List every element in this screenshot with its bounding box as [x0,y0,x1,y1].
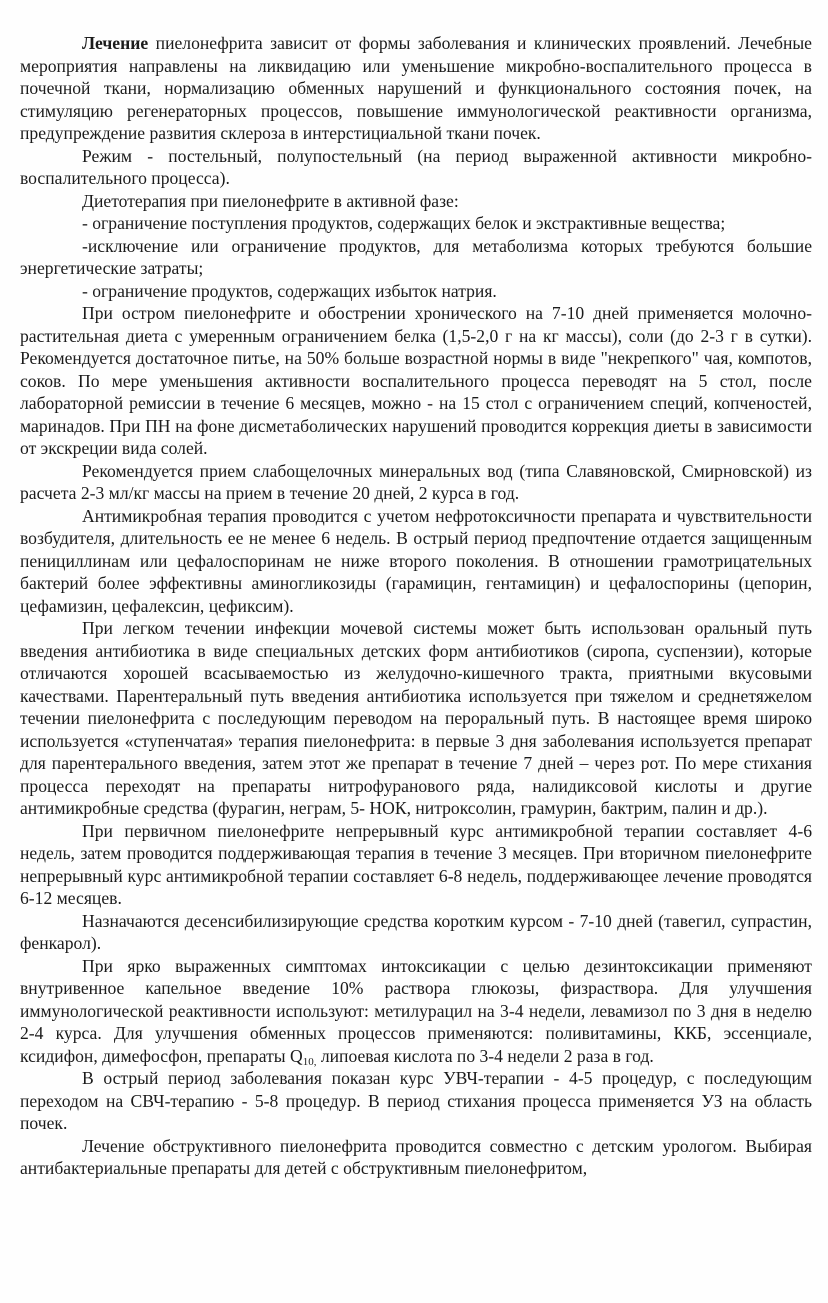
paragraph-text: При ярко выраженных симптомах интоксикации с целью дезинтоксикации применяют внутривенное капельное введение 10% раствора глюкозы, физраствора. Для улучшения иммунологической реактивности используют: метилурацил на 3-4 недели, левамизол по 3 дня в неделю 2-4 курса. Для улучшения обменных процессов применяются: поливитамины, ККБ, эссенциале, ксидифон, димефосфон, препараты Q [20,955,812,1066]
paragraph-text: липоевая кислота по 3-4 недели 2 раза в год. [316,1045,654,1066]
paragraph-diet-heading: Диетотерапия при пиелонефрите в активной фазе: [82,190,459,211]
paragraph-mineral-water: Рекомендуется прием слабощелочных минеральных вод (типа Славяновской, Смирновской) из расчета 2-3 мл/кг массы на прием в течение 20 дней, 2 курса в год. [20,460,812,503]
paragraph-regimen: Режим - постельный, полупостельный (на период выраженной активности микробно-воспалительного процесса). [20,145,812,188]
paragraph-antimicrobial: Антимикробная терапия проводится с учетом нефротоксичности препарата и чувствительности возбудителя, длительность ее не менее 6 недель. В острый период предпочтение отдается защищенным пенициллинам или цефалоспоринам не ниже второго поколения. В отношении грамотрицательных бактерий более эффективны аминогликозиды (гарамицин, гентамицин) и цефалоспорины (цепорин, цефамизин, цефалексин, цефиксим). [20,505,812,616]
list-item-diet-1: - ограничение поступления продуктов, содержащих белок и экстрактивные вещества; [82,213,726,233]
paragraph-detox [20,955,812,1068]
paragraph-desensitizing: Назначаются десенсибилизирующие средства коротким курсом - 7-10 дней (тавегил, супрастин, фенкарол). [20,910,812,953]
paragraph-oral-route: При легком течении инфекции мочевой системы может быть использован оральный путь введения антибиотика в виде специальных детских форм антибиотиков (сиропа, суспензии), которые отличаются хорошей всасываемостью из желудочно-кишечного тракта, приятными вкусовыми качествами. Парентеральный путь введения антибиотика используется при тяжелом и среднетяжелом течении пиелонефрита с последующим переводом на пероральный путь. В настоящее время широко используется «ступенчатая» терапия пиелонефрита: в первые 3 дня заболевания используется препарат для парентерального введения, затем этот же препарат в течение 7 дней – через рот. По мере стихания процесса переходят на препараты нитрофуранового ряда, налидиксовой кислоты и другие антимикробные средства (фурагин, неграм, 5- НОК, нитроксолин, грамурин, бактрим, палин и др.). [20,618,812,818]
paragraph-text: пиелонефрита зависит от формы заболевания и клинических проявлений. Лечебные мероприятия направлены на ликвидацию или уменьшение микробно-воспалительного процесса в почечной ткани, нормализацию обменных нарушений и функционального состояния почек, на стимуляцию регенераторных процессов, повышение иммунологической реактивности организма, предупреждение развития склероза в интерстициальной ткани почек. [20,33,812,143]
paragraph-obstructive: Лечение обструктивного пиелонефрита проводится совместно с детским урологом. Выбирая антибактериальные препараты для детей с обструктивным пиелонефритом, [20,1135,812,1178]
list-item-diet-2: -исключение или ограничение продуктов, для метаболизма которых требуются большие энергетические затраты; [20,235,812,278]
paragraph-treatment-intro [20,32,812,145]
paragraph-acute-diet: При остром пиелонефрите и обострении хронического на 7-10 дней применяется молочно-растительная диета с умеренным ограничением белка (1,5-2,0 г на кг массы), соли (до 2-3 г в сутки). Рекомендуется достаточное питье, на 50% больше возрастной нормы в виде "некрепкого" чая, компотов, соков. По мере уменьшения активности воспалительного процесса переводят на 5 стол, после лабораторной ремиссии в течение 6 месяцев, можно - на 15 стол с ограничением специй, копченостей, маринадов. При ПН на фоне дисметаболических нарушений проводится коррекция диеты в зависимости от экскреции вида солей. [20,303,812,458]
subscript: 10, [302,1055,317,1068]
paragraph-physiotherapy: В острый период заболевания показан курс УВЧ-терапии - 4-5 процедур, с последующим переходом на СВЧ-терапию - 5-8 процедур. В период стихания процесса применяется УЗ на область почек. [20,1068,812,1133]
list-item-diet-3: - ограничение продуктов, содержащих избыток натрия. [82,280,497,301]
paragraph-course-duration: При первичном пиелонефрите непрерывный курс антимикробной терапии составляет 4-6 недель, затем проводится поддерживающая терапия в течение 3 месяцев. При вторичном пиелонефрите непрерывный курс антимикробной терапии составляет 6-8 недель, поддерживающее лечение проводятся 6-12 месяцев. [20,820,812,908]
bold-lead-word: Лечение [82,33,149,53]
